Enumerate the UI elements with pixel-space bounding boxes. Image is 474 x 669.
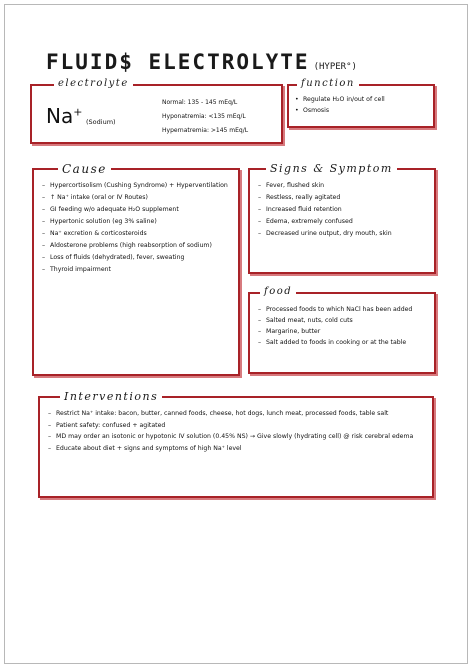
list-item: – Fever, flushed skin <box>258 180 430 192</box>
list-item: – Hypertonic solution (eg 3% saline) <box>42 216 234 228</box>
list-item: – Loss of fluids (dehydrated), fever, sweating <box>42 252 234 264</box>
list-item: – Edema, extremely confused <box>258 216 430 228</box>
food-box <box>248 286 436 374</box>
title-main: FLUID$ ELECTROLYTE <box>46 50 310 74</box>
signs-list <box>258 180 430 240</box>
signs-label: Signs & Symptom <box>266 162 397 175</box>
signs-box <box>248 162 436 274</box>
function-list <box>295 94 431 116</box>
interventions-label: Interventions <box>60 390 162 403</box>
list-item: – Na⁺ excretion & corticosteroids <box>42 228 234 240</box>
list-item: – Margarine, butter <box>258 326 432 337</box>
list-item: – Salt added to foods in cooking or at the table <box>258 337 432 348</box>
level-normal: Normal: 135 - 145 mEq/L <box>162 99 238 106</box>
list-item: – Decreased urine output, dry mouth, skin <box>258 228 430 240</box>
electrolyte-box <box>30 78 283 144</box>
list-item: – ↑ Na⁺ intake (oral or IV Routes) <box>42 192 234 204</box>
list-item: – Restless, really agitated <box>258 192 430 204</box>
function-box <box>287 78 435 128</box>
food-list <box>258 304 432 348</box>
level-hypernatremia: Hypernatremia: >145 mEq/L <box>162 127 249 134</box>
interventions-list <box>48 408 428 454</box>
cause-label: Cause <box>58 162 111 176</box>
title-sub: (HYPER°) <box>313 62 357 72</box>
level-hyponatremia: Hyponatremia: <135 mEq/L <box>162 113 246 120</box>
list-item: – Patient safety: confused + agitated <box>48 420 428 432</box>
list-item: – MD may order an isotonic or hypotonic IV solution (0.45% NS) → Give slowly (hydrating cell) @ risk cerebral edema <box>48 431 428 443</box>
electrolyte-label: electrolyte <box>54 78 133 89</box>
sodium-name: (Sodium) <box>86 118 116 126</box>
list-item: • Regulate H₂O in/out of cell <box>295 94 431 105</box>
list-item: – Processed foods to which NaCl has been added <box>258 304 432 315</box>
sodium-symbol: Na+ <box>46 104 83 128</box>
function-label: function <box>297 78 359 89</box>
sodium-levels <box>162 96 248 138</box>
list-item: – Educate about diet + signs and symptoms of high Na⁺ level <box>48 443 428 455</box>
list-item: – GI feeding w/o adequate H₂O supplement <box>42 204 234 216</box>
list-item: – Restrict Na⁺ intake: bacon, butter, canned foods, cheese, hot dogs, lunch meat, processed foods, table salt <box>48 408 428 420</box>
list-item: • Osmosis <box>295 105 431 116</box>
food-label: food <box>260 286 296 297</box>
list-item: – Thyroid impairment <box>42 264 234 276</box>
cause-list <box>42 180 234 276</box>
interventions-box <box>38 390 434 498</box>
list-item: – Aldosterone problems (high reabsorption of sodium) <box>42 240 234 252</box>
list-item: – Hypercortisolism (Cushing Syndrome) + Hyperventilation <box>42 180 234 192</box>
list-item: – Salted meat, nuts, cold cuts <box>258 315 432 326</box>
page-title <box>46 50 357 74</box>
list-item: – Increased fluid retention <box>258 204 430 216</box>
cause-box <box>32 162 240 376</box>
